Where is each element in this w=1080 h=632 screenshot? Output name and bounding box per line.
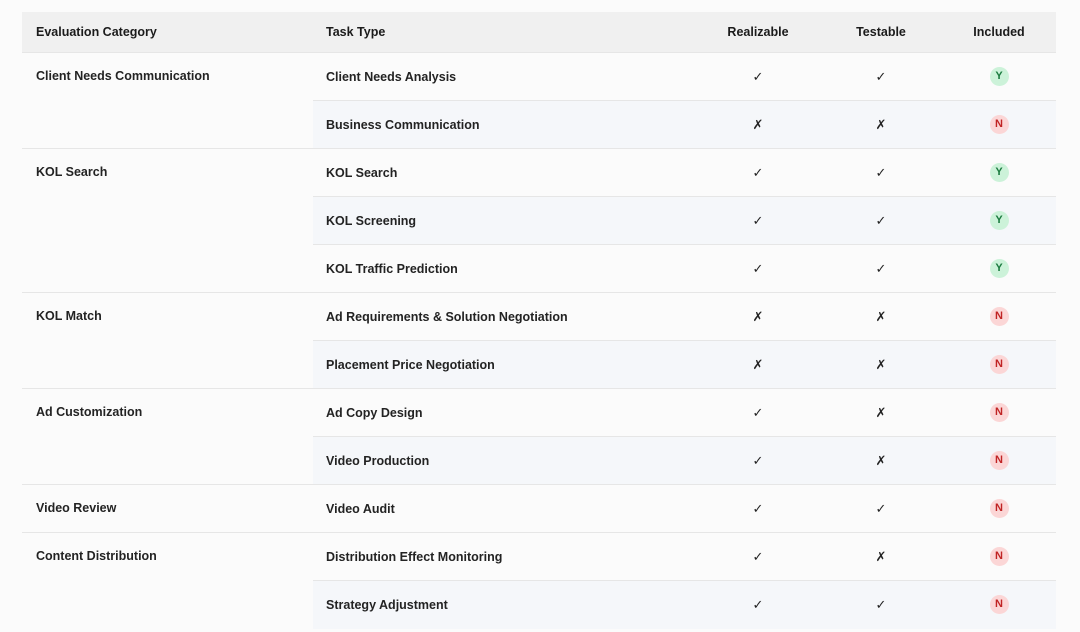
realizable-mark: ✗ <box>696 101 820 149</box>
table-row <box>22 293 1056 341</box>
task-type-cell: Placement Price Negotiation <box>313 341 696 389</box>
evaluation-category-cell: KOL Search <box>22 149 313 293</box>
included-status-badge: N <box>990 403 1009 422</box>
realizable-mark: ✓ <box>696 437 820 485</box>
included-cell <box>942 581 1056 629</box>
task-type-cell: Video Audit <box>313 485 696 533</box>
realizable-mark: ✓ <box>696 149 820 197</box>
header-task-type: Task Type <box>313 12 696 53</box>
task-type-cell: Distribution Effect Monitoring <box>313 533 696 581</box>
included-cell <box>942 293 1056 341</box>
table-row <box>22 485 1056 533</box>
included-cell <box>942 245 1056 293</box>
included-cell <box>942 53 1056 101</box>
included-status-badge: N <box>990 547 1009 566</box>
header-realizable: Realizable <box>696 12 820 53</box>
testable-mark: ✓ <box>820 149 942 197</box>
task-type-cell: Client Needs Analysis <box>313 53 696 101</box>
testable-mark: ✗ <box>820 101 942 149</box>
included-status-badge: Y <box>990 211 1009 230</box>
realizable-mark: ✓ <box>696 533 820 581</box>
task-type-cell: Video Production <box>313 437 696 485</box>
testable-mark: ✓ <box>820 485 942 533</box>
included-cell <box>942 341 1056 389</box>
task-type-cell: KOL Screening <box>313 197 696 245</box>
evaluation-category-cell: Content Distribution <box>22 533 313 629</box>
testable-mark: ✓ <box>820 245 942 293</box>
testable-mark: ✗ <box>820 293 942 341</box>
testable-mark: ✗ <box>820 437 942 485</box>
evaluation-table <box>22 12 1056 629</box>
table-body <box>22 53 1056 629</box>
testable-mark: ✓ <box>820 197 942 245</box>
header-testable: Testable <box>820 12 942 53</box>
realizable-mark: ✗ <box>696 341 820 389</box>
included-cell <box>942 437 1056 485</box>
realizable-mark: ✓ <box>696 389 820 437</box>
header-evaluation-category: Evaluation Category <box>22 12 313 53</box>
testable-mark: ✓ <box>820 53 942 101</box>
included-status-badge: Y <box>990 163 1009 182</box>
realizable-mark: ✗ <box>696 293 820 341</box>
table-row <box>22 53 1056 101</box>
testable-mark: ✓ <box>820 581 942 629</box>
table-row <box>22 149 1056 197</box>
included-status-badge: Y <box>990 67 1009 86</box>
included-status-badge: N <box>990 451 1009 470</box>
testable-mark: ✗ <box>820 533 942 581</box>
evaluation-category-cell: Ad Customization <box>22 389 313 485</box>
included-cell <box>942 533 1056 581</box>
included-cell <box>942 485 1056 533</box>
testable-mark: ✗ <box>820 389 942 437</box>
included-status-badge: N <box>990 499 1009 518</box>
included-status-badge: N <box>990 115 1009 134</box>
realizable-mark: ✓ <box>696 53 820 101</box>
table-header <box>22 12 1056 53</box>
task-type-cell: Strategy Adjustment <box>313 581 696 629</box>
task-type-cell: Ad Copy Design <box>313 389 696 437</box>
included-status-badge: N <box>990 595 1009 614</box>
included-cell <box>942 389 1056 437</box>
table-row <box>22 533 1056 581</box>
evaluation-table-container <box>22 12 1056 629</box>
realizable-mark: ✓ <box>696 581 820 629</box>
testable-mark: ✗ <box>820 341 942 389</box>
included-status-badge: Y <box>990 259 1009 278</box>
task-type-cell: Business Communication <box>313 101 696 149</box>
header-included: Included <box>942 12 1056 53</box>
realizable-mark: ✓ <box>696 197 820 245</box>
included-status-badge: N <box>990 355 1009 374</box>
task-type-cell: KOL Traffic Prediction <box>313 245 696 293</box>
table-row <box>22 389 1056 437</box>
evaluation-category-cell: Client Needs Communication <box>22 53 313 149</box>
included-status-badge: N <box>990 307 1009 326</box>
header-row <box>22 12 1056 53</box>
realizable-mark: ✓ <box>696 485 820 533</box>
task-type-cell: KOL Search <box>313 149 696 197</box>
included-cell <box>942 101 1056 149</box>
evaluation-category-cell: Video Review <box>22 485 313 533</box>
evaluation-category-cell: KOL Match <box>22 293 313 389</box>
included-cell <box>942 197 1056 245</box>
included-cell <box>942 149 1056 197</box>
realizable-mark: ✓ <box>696 245 820 293</box>
task-type-cell: Ad Requirements & Solution Negotiation <box>313 293 696 341</box>
